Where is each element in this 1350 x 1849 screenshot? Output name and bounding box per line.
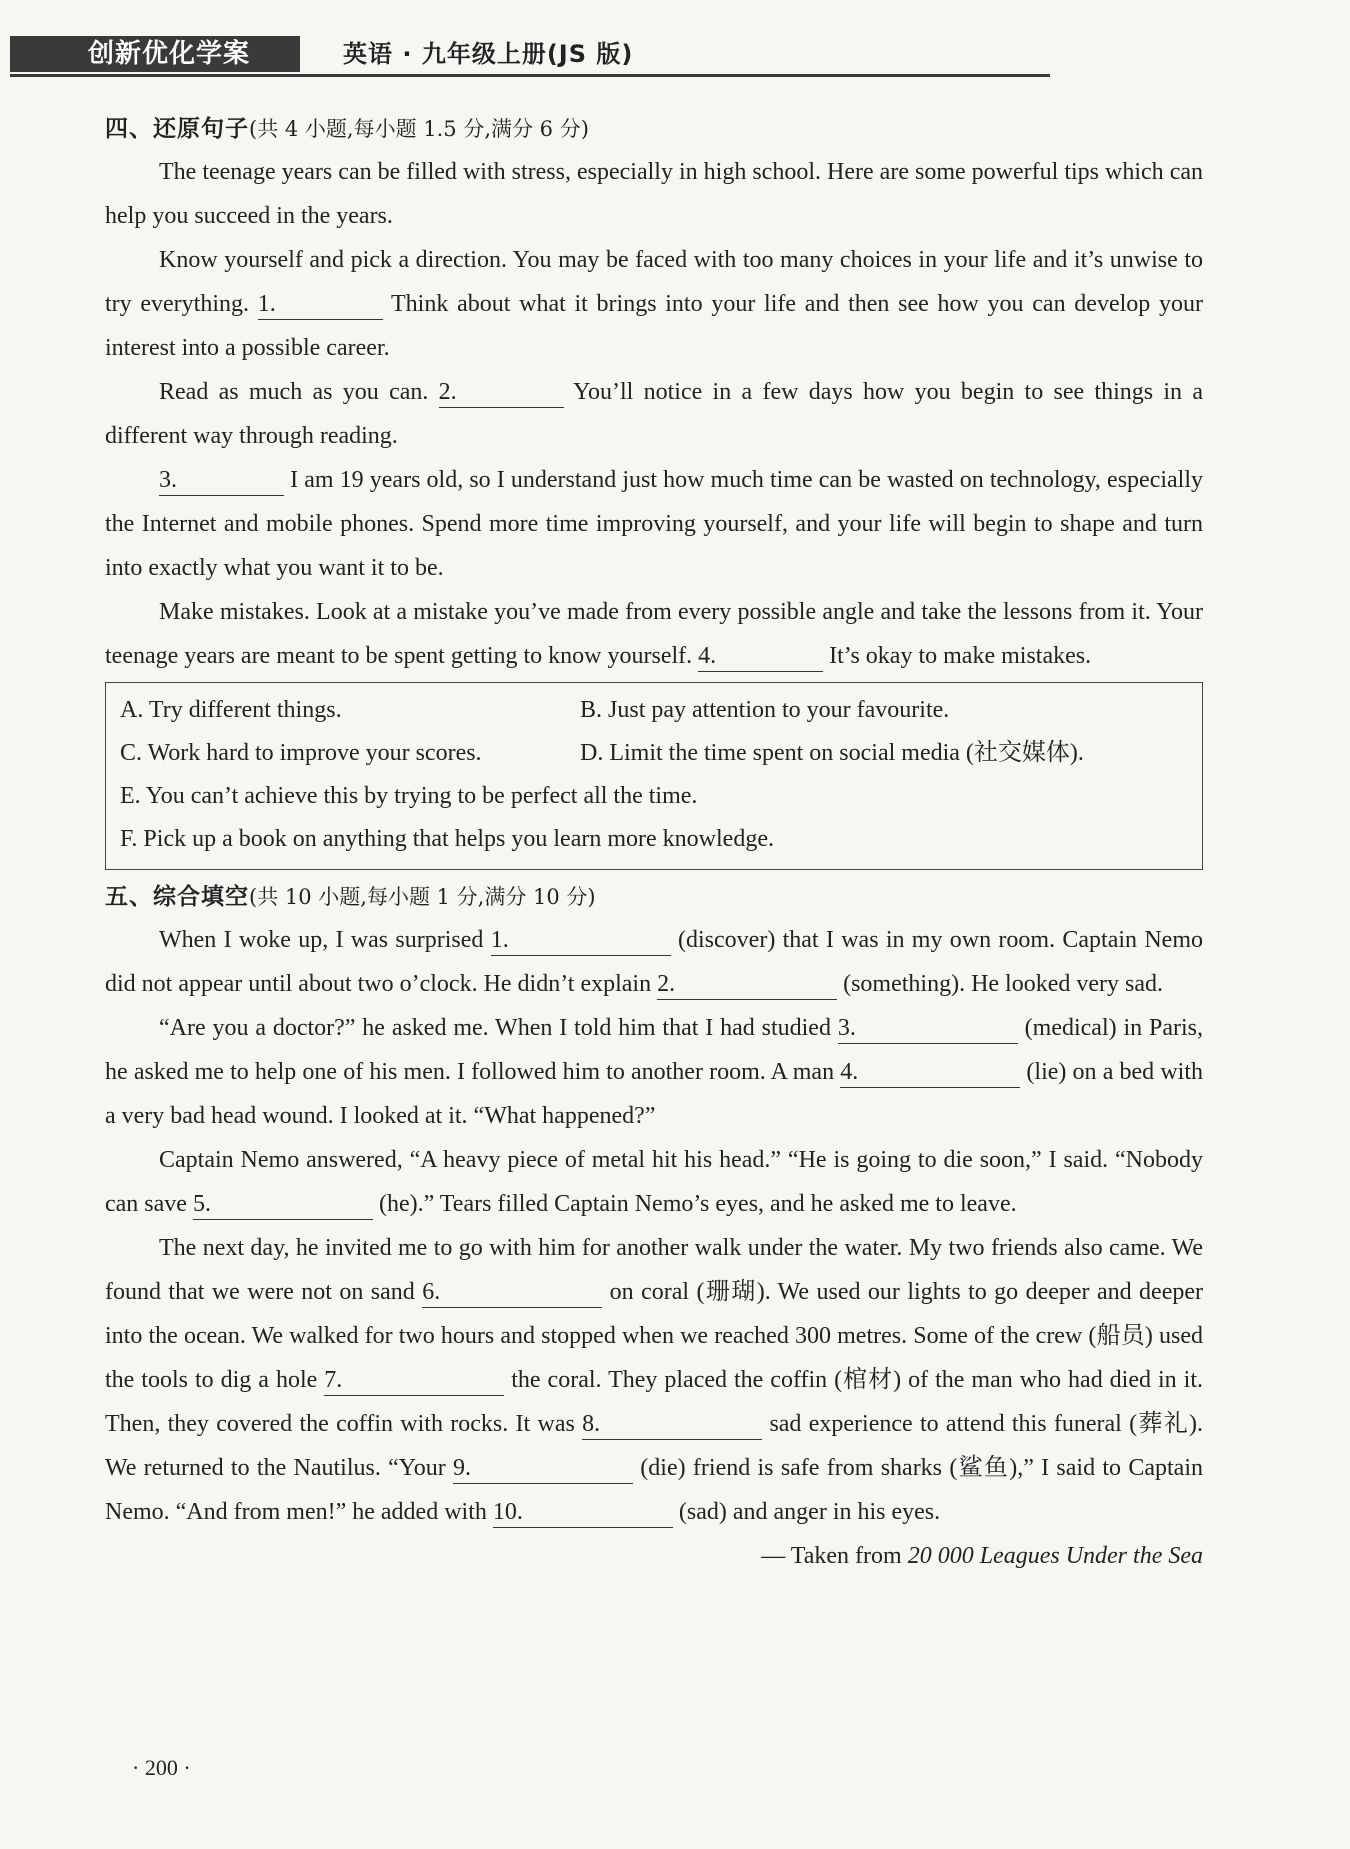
option-e: E. You can’t achieve this by trying to be perfect all the time. — [120, 783, 698, 809]
passage-text: You’ll notice in a few days how you begin to see things in a different way through reading. — [105, 379, 1203, 449]
passage-text: I am 19 years old, so I understand just how much time can be wasted on technology, especially the Internet and mobile phones. Spend more time improving yourself, and your life will begin to shape and turn into exactly what you want it to be. — [105, 467, 1203, 581]
passage-text: The teenage years can be filled with stress, especially in high school. Here are some powerful tips which can help you succeed in the years. — [105, 159, 1203, 229]
answer-blank[interactable]: 9. — [453, 1453, 633, 1484]
section-5-paragraph — [105, 1226, 1203, 1534]
page-number: · 200 · — [132, 1755, 191, 1780]
option-c: C. Work hard to improve your scores. — [120, 740, 482, 766]
option-d: D. Limit the time spent on social media (社交媒体). — [580, 740, 1084, 766]
section-5-title: 五、综合填空(共 10 小题,每小题 1 分,满分 10 分) — [105, 884, 596, 910]
passage-text: (sad) and anger in his eyes. — [672, 1499, 941, 1525]
header-rule — [10, 74, 1050, 77]
passage-text: (lie) on a bed with a very bad head wound. I looked at it. “What happened?” — [105, 1059, 1203, 1129]
answer-blank[interactable]: 6. — [422, 1277, 602, 1308]
section-5-paragraph — [105, 1006, 1203, 1138]
passage-text: (something). He looked very sad. — [837, 971, 1164, 997]
page-content — [105, 108, 1203, 1578]
passage-text: (he).” Tears filled Captain Nemo’s eyes, and he asked me to leave. — [372, 1191, 1017, 1217]
passage-text: “Are you a doctor?” he asked me. When I told him that I had studied — [159, 1015, 838, 1041]
passage-text: (die) friend is safe from sharks (鲨鱼),” I said to Captain Nemo. “And from men!” he added with — [105, 1455, 1203, 1525]
brand-banner: 创新优化学案 — [10, 36, 300, 72]
option-a: A. Try different things. — [120, 697, 342, 723]
section-4-paragraph — [105, 458, 1203, 590]
answer-blank[interactable]: 1. — [491, 925, 671, 956]
passage-text: (medical) in Paris, he asked me to help one of his men. I followed him to another room. A man — [105, 1015, 1203, 1085]
section-5-paragraph — [105, 918, 1203, 1006]
passage-text: It’s okay to make mistakes. — [823, 643, 1092, 669]
source-line: — Taken from 20 000 Leagues Under the Sea — [761, 1543, 1203, 1569]
section-4-paragraph — [105, 150, 1203, 238]
passage-text: Read as much as you can. — [159, 379, 439, 405]
section-4-passage — [105, 150, 1203, 678]
answer-blank[interactable]: 4. — [698, 641, 823, 672]
passage-text: (discover) that I was in my own room. Captain Nemo did not appear until about two o’clock. He didn’t explain — [105, 927, 1203, 997]
passage-text: The next day, he invited me to go with him for another walk under the water. My two friends also came. We found that we were not on sand — [105, 1235, 1203, 1305]
answer-blank[interactable]: 5. — [193, 1189, 373, 1220]
answer-blank[interactable]: 8. — [582, 1409, 762, 1440]
answer-blank[interactable]: 7. — [324, 1365, 504, 1396]
section-4-paragraph — [105, 590, 1203, 678]
passage-text: Know yourself and pick a direction. You may be faced with too many choices in your life and it’s unwise to try everything. — [105, 247, 1203, 317]
passage-text: on coral (珊瑚). We used our lights to go deeper and deeper into the ocean. We walked for two hours and stopped when we reached 300 metres. Some of the crew (船员) used the tools to dig a hole — [105, 1279, 1203, 1393]
section-5-passage — [105, 918, 1203, 1534]
answer-blank[interactable]: 10. — [493, 1497, 673, 1528]
answer-blank[interactable]: 2. — [657, 969, 837, 1000]
answer-blank[interactable]: 4. — [840, 1057, 1020, 1088]
subject-title: 英语 · 九年级上册(JS 版) — [343, 40, 634, 68]
section-4-paragraph — [105, 238, 1203, 370]
passage-text: the coral. They placed the coffin (棺材) of the man who had died in it. Then, they covered the coffin with rocks. It was — [105, 1367, 1203, 1437]
answer-blank[interactable]: 3. — [838, 1013, 1018, 1044]
passage-text: Make mistakes. Look at a mistake you’ve made from every possible angle and take the lessons from it. Your teenage years are meant to be spent getting to know yourself. — [105, 599, 1203, 669]
section-5-paragraph — [105, 1138, 1203, 1226]
passage-text: sad experience to attend this funeral (葬礼). We returned to the Nautilus. “Your — [105, 1411, 1203, 1481]
option-b: B. Just pay attention to your favourite. — [580, 697, 950, 723]
source-title: 20 000 Leagues Under the Sea — [907, 1543, 1203, 1569]
answer-blank[interactable]: 3. — [159, 465, 284, 496]
passage-text: Think about what it brings into your life and then see how you can develop your interest into a possible career. — [105, 291, 1203, 361]
answer-blank[interactable]: 1. — [258, 289, 383, 320]
section-5-note: (共 10 小题,每小题 1 分,满分 10 分) — [249, 885, 596, 909]
section-4-paragraph — [105, 370, 1203, 458]
passage-text: When I woke up, I was surprised — [159, 927, 491, 953]
section-4-note: (共 4 小题,每小题 1.5 分,满分 6 分) — [249, 117, 589, 141]
option-f: F. Pick up a book on anything that helps you learn more knowledge. — [120, 826, 774, 852]
options-box — [105, 682, 1203, 870]
answer-blank[interactable]: 2. — [439, 377, 564, 408]
page-header — [0, 30, 1350, 78]
section-4-title: 四、还原句子(共 4 小题,每小题 1.5 分,满分 6 分) — [105, 116, 589, 142]
passage-text: Captain Nemo answered, “A heavy piece of metal hit his head.” “He is going to die soon,” I said. “Nobody can save — [105, 1147, 1203, 1217]
